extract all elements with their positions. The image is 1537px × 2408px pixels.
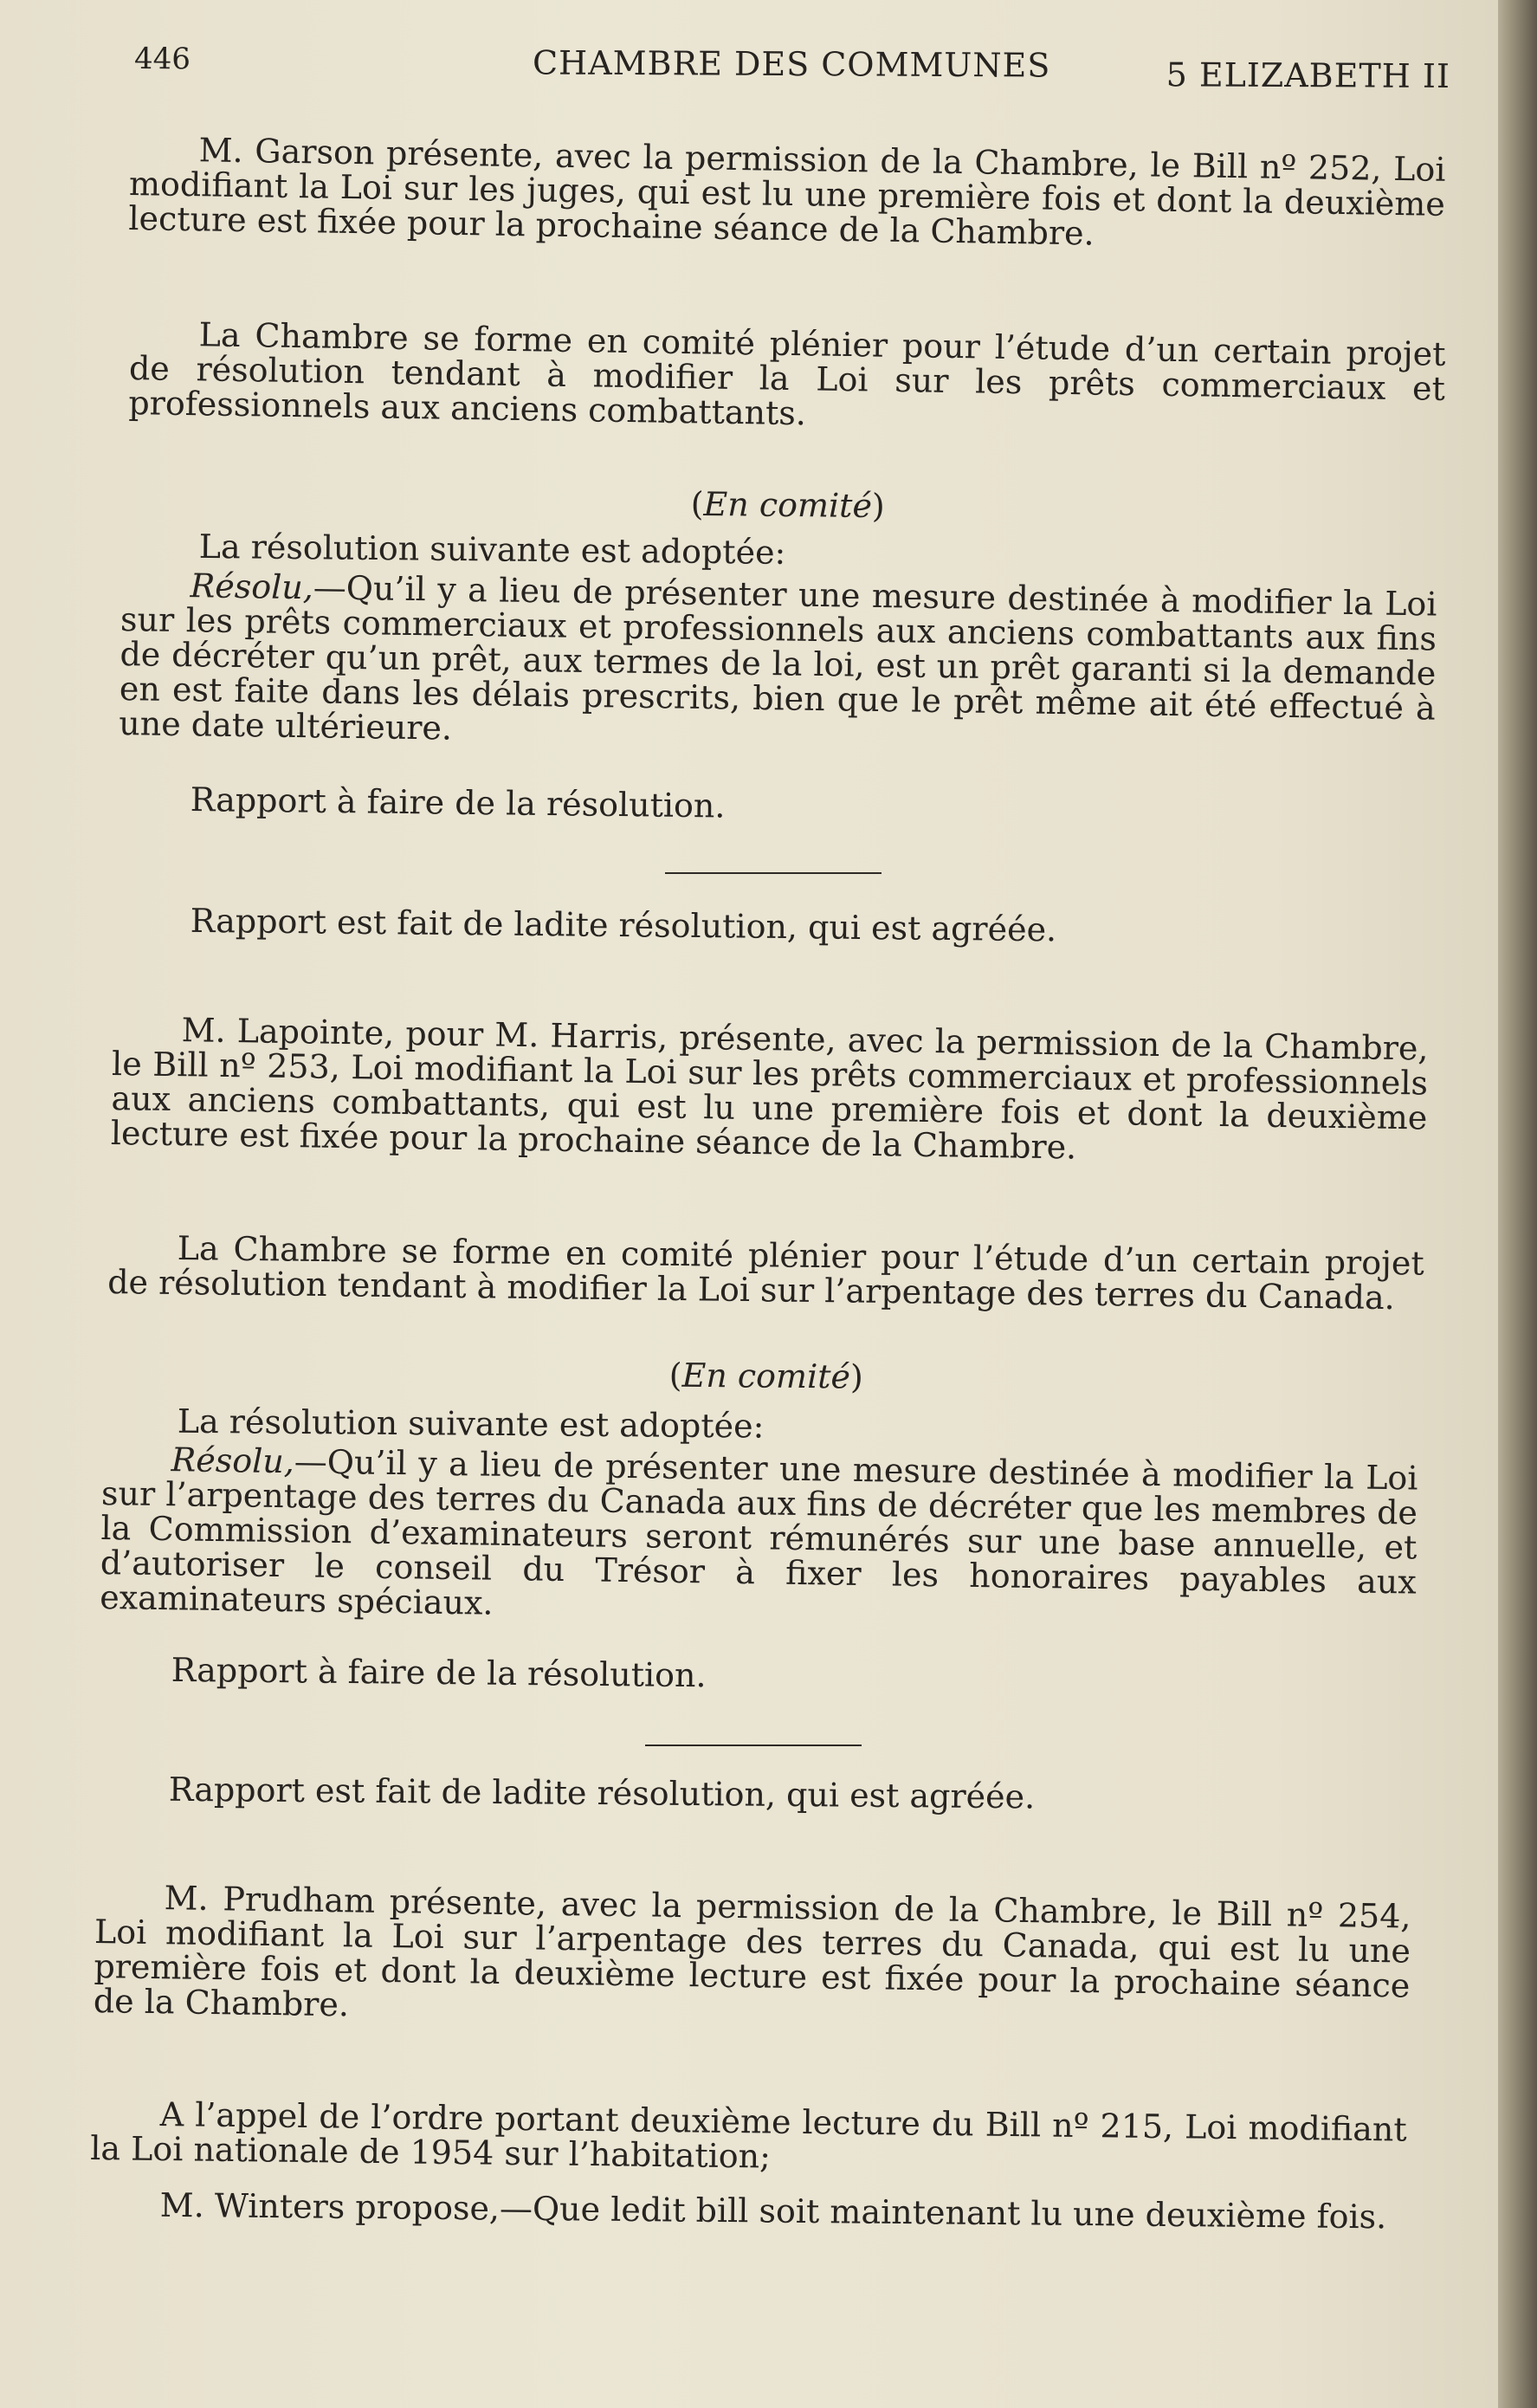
paragraph-text: Rapport est fait de ladite résolution, qui est agréée. <box>168 1770 1036 1816</box>
regnal-year: 5 ELIZABETH II <box>1166 55 1451 95</box>
section-rule <box>665 872 882 874</box>
paragraph-text: M. Lapointe, pour M. Harris, présente, avec la permission de la Chambre, le Bill nº 253, Loi modifiant la Loi sur les prêts commerciaux et professionnels aux anciens combattants, qui est lu une première fois et dont la deuxième lecture est fixée pour la prochaine séance de la Chambre. <box>110 1011 1429 1167</box>
paragraph-text: La résolution suivante est adoptée: <box>177 1401 765 1446</box>
paragraph-text: M. Prudham présente, avec la permission de la Chambre, le Bill nº 254, Loi modifiant la Loi sur l’arpentage des terres du Canada, qui est lu une première fois et dont la deuxième lecture est fixée pour la prochaine séance de la Chambre. <box>93 1879 1411 2024</box>
running-title: CHAMBRE DES COMMUNES <box>532 43 1051 85</box>
paragraph-committee-surveys <box>107 1230 1424 1316</box>
committee-label: En comité <box>681 1356 851 1396</box>
paragraph-text: M. Garson présente, avec la permission de la Chambre, le Bill nº 252, Loi modifiant la Loi sur les juges, qui est lu une première fois et dont la deuxième lecture est fixée pour la prochaine séance de la Chambre. <box>128 131 1446 253</box>
resolution-text: —Qu’il y a lieu de présenter une mesure destinée à modifier la Loi sur les prêts commerciaux et professionnels aux anciens combattants aux fins de décréter qu’un prêt, aux termes de la loi, est un prêt garanti si la demande en est faite dans les délais prescrits, bien que le prêt même ait été effectué à une date ultérieure. <box>119 568 1437 748</box>
paragraph-text: Rapport à faire de la résolution. <box>190 780 726 825</box>
paragraph-bill-254 <box>94 1880 1411 2038</box>
resolution-text: —Qu’il y a lieu de présenter une mesure destinée à modifier la Loi sur l’arpentage des terres du Canada aux fins de décréter que les membres de la Commission d’examinateurs seront rémunérés sur une base annuelle, et d’autoriser le conseil du Trésor à fixer les honoraires payables aux examinateurs spéciaux. <box>100 1442 1418 1622</box>
page-header <box>134 42 1450 100</box>
paragraph-text: M. Winters propose,—Que ledit bill soit maintenant lu une deuxième fois. <box>159 2185 1387 2236</box>
paragraph-text: A l’appel de l’ordre portant deuxième lecture du Bill nº 215, Loi modifiant la Loi nationale de 1954 sur l’habitation; <box>89 2094 1407 2176</box>
resolution-label: Résolu, <box>171 1440 295 1481</box>
paragraph-bill-215 <box>90 2096 1407 2182</box>
resolution-label: Résolu, <box>190 566 314 607</box>
paragraph-text: La Chambre se forme en comité plénier pour l’étude d’un certain projet de résolution tendant à modifier la Loi sur l’arpentage des terres du Canada. <box>107 1228 1424 1317</box>
committee-heading-2: (En comité) <box>668 1356 864 1396</box>
paragraph-text: La résolution suivante est adoptée: <box>198 527 786 572</box>
paragraph-committee-loans <box>128 316 1446 441</box>
resolution-1 <box>119 567 1437 761</box>
paragraph-text: La Chambre se forme en comité plénier pour l’étude d’un certain projet de résolution tendant à modifier la Loi sur les prêts commerciaux et professionnels aux anciens combattants. <box>128 315 1446 433</box>
section-rule <box>645 1745 862 1746</box>
page-number: 446 <box>133 42 191 77</box>
paragraph-text: Rapport à faire de la résolution. <box>171 1650 707 1695</box>
page-edge <box>1498 0 1537 2408</box>
paragraph-bill-253 <box>111 1012 1429 1170</box>
committee-label: En comité <box>703 484 873 525</box>
resolution-2 <box>100 1441 1418 1634</box>
committee-heading-1: (En comité) <box>690 484 886 526</box>
paragraph-bill-252 <box>128 132 1446 256</box>
paragraph-text: Rapport est fait de ladite résolution, qui est agréée. <box>190 901 1057 949</box>
